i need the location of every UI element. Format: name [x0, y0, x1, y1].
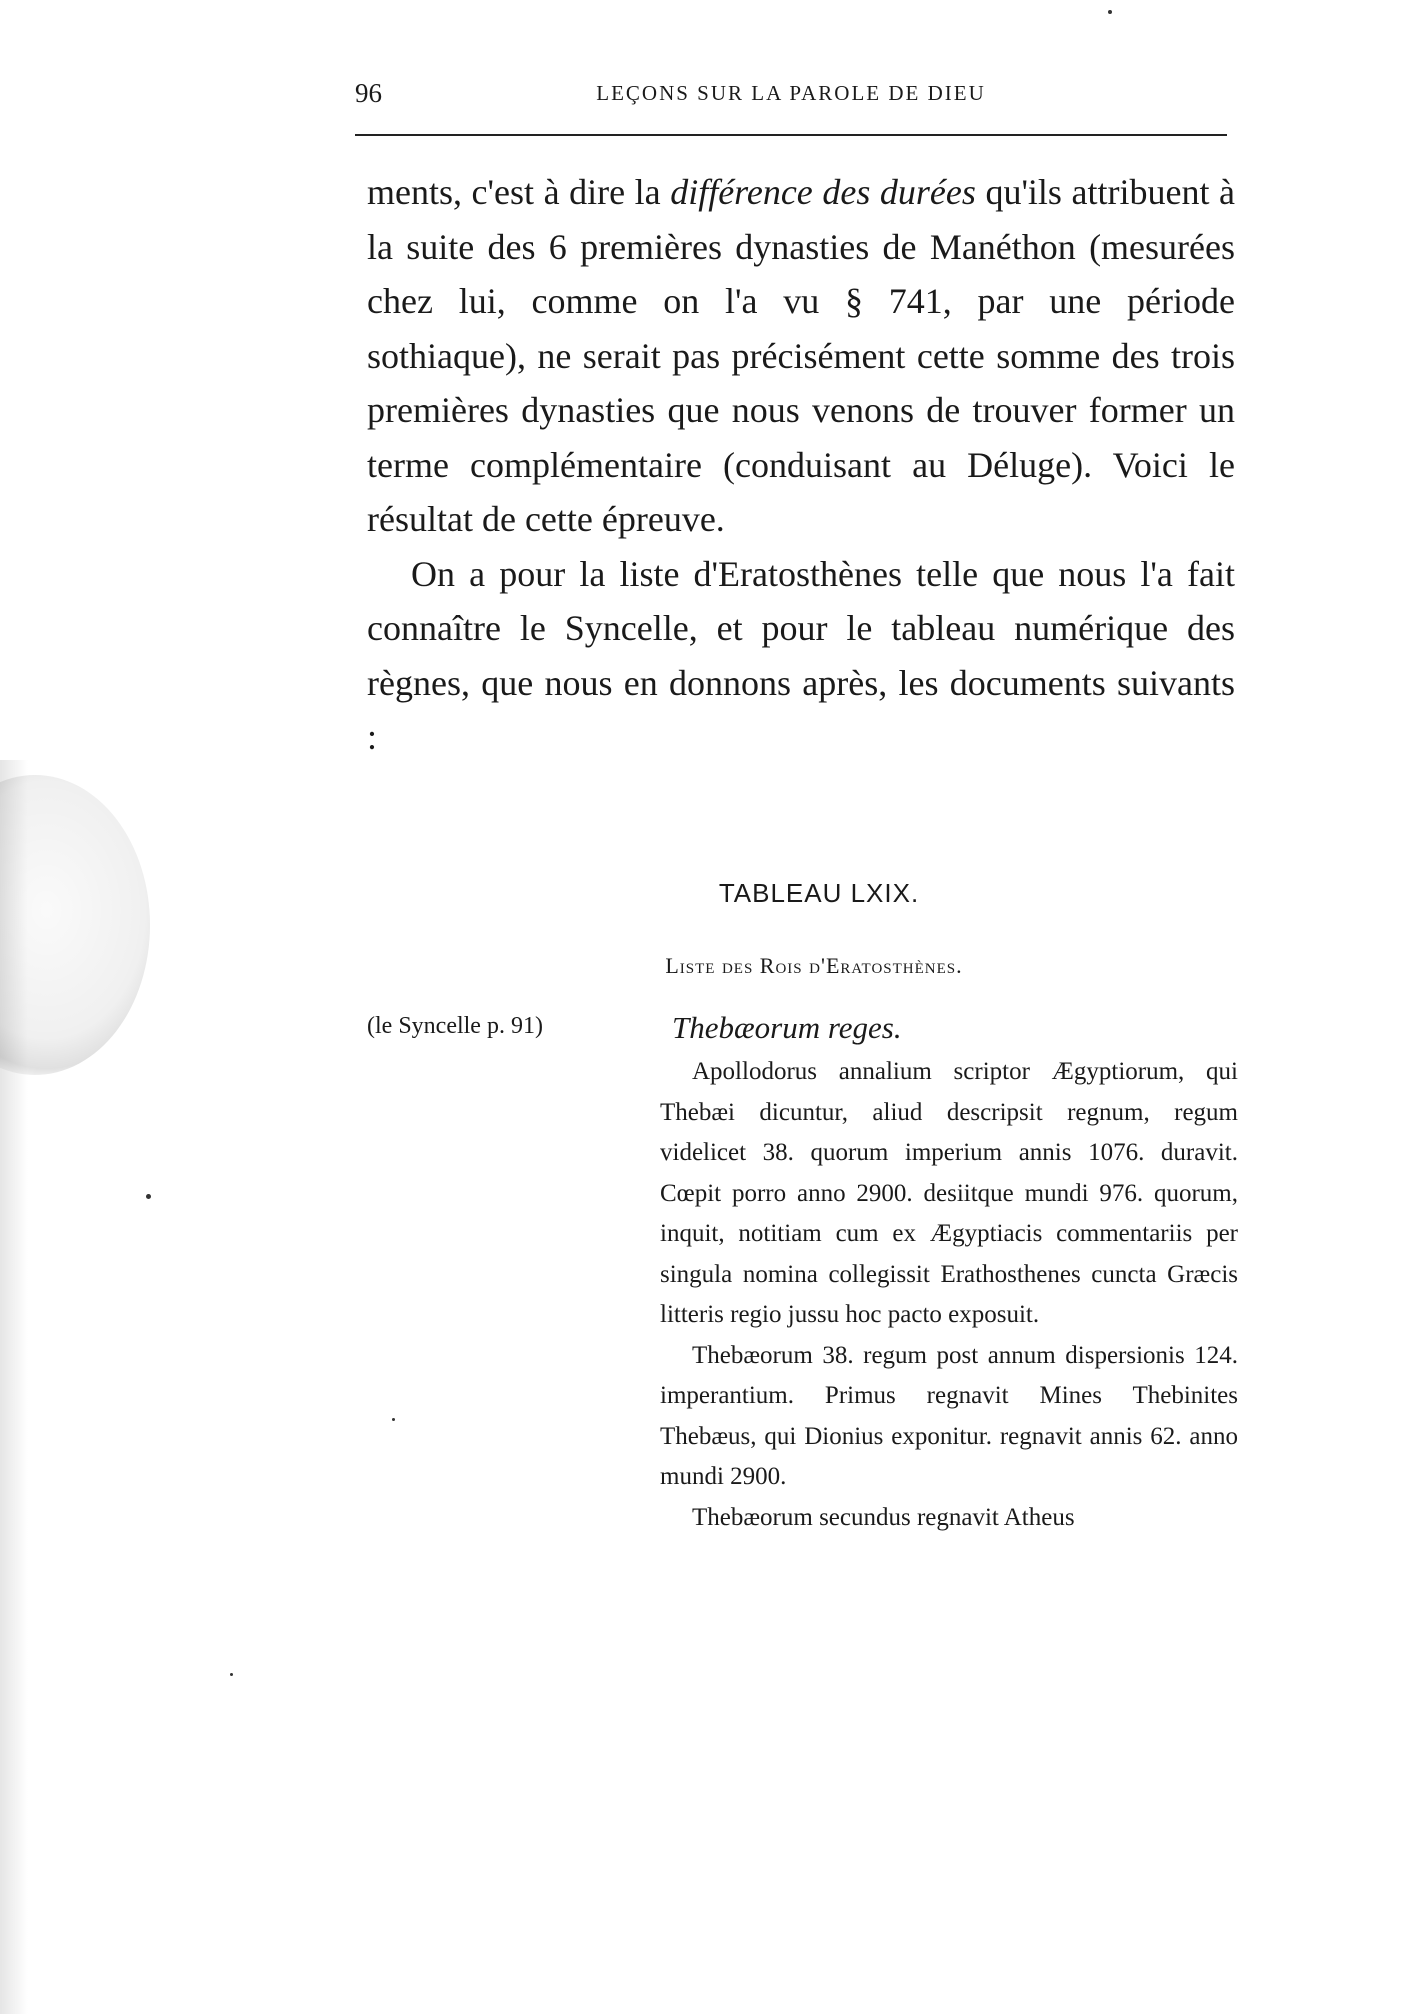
- latin-paragraph: Thebæorum secundus regnavit Atheus: [692, 1503, 1075, 1531]
- main-text: [367, 165, 1235, 765]
- source-reference: (le Syncelle p. 91): [367, 1013, 543, 1039]
- paper-speck: [146, 1194, 151, 1199]
- running-title: LEÇONS SUR LA PAROLE DE DIEU: [596, 81, 986, 105]
- paper-speck: [1108, 10, 1112, 14]
- page-header: [355, 78, 1227, 112]
- paragraph-1: [367, 165, 1235, 547]
- table-subtitle: Liste des Rois d'Eratosthènes.: [665, 953, 963, 978]
- paragraph-1-end: qu'ils attribuent à la suite des 6 premières dynasties de Manéthon (mesurées chez lui, comme on l'a vu § 741, par une période sothiaque), ne serait pas précisément cette somme des trois premières dynasties que nous venons de trouver former un terme complémentaire (conduisant au Déluge). Voici le résultat de cette épreuve.: [367, 172, 1235, 539]
- page-number: 96: [355, 78, 382, 108]
- header-rule: [355, 134, 1227, 136]
- table-title: TABLEAU LXIX.: [718, 878, 920, 908]
- paragraph-1-italic: différence des durées: [670, 172, 976, 212]
- section-heading: Thebæorum reges.: [672, 1010, 902, 1045]
- paragraph-1-start: ments, c'est à dire la: [367, 172, 671, 212]
- page-smudge: [0, 775, 150, 1075]
- latin-paragraph: Apollodorus annalium scriptor Ægyptiorum, qui Thebæi dicuntur, aliud descripsit regnum, regum videlicet 38. quorum imperium annis 1076. duravit. Cœpit porro anno 2900. desiitque mundi 976. quorum, inquit, notitiam cum ex Ægyptiacis commentariis per singula nomina collegissit Erathosthenes cuncta Græcis litteris regio jussu hoc pacto exposuit.: [660, 1058, 1238, 1328]
- paper-speck: [392, 1418, 395, 1421]
- latin-paragraph: Thebæorum 38. regum post annum dispersionis 124. imperantium. Primus regnavit Mines Thebinites Thebæus, qui Dionius exponitur. regnavit annis 62. anno mundi 2900.: [660, 1341, 1238, 1490]
- latin-text: [660, 1052, 1238, 1538]
- paragraph-2: On a pour la liste d'Eratosthènes telle que nous l'a fait connaître le Syncelle, et pour le tableau numérique des règnes, que nous en donnons après, les documents suivants :: [367, 553, 1235, 757]
- paper-speck: [230, 1673, 233, 1676]
